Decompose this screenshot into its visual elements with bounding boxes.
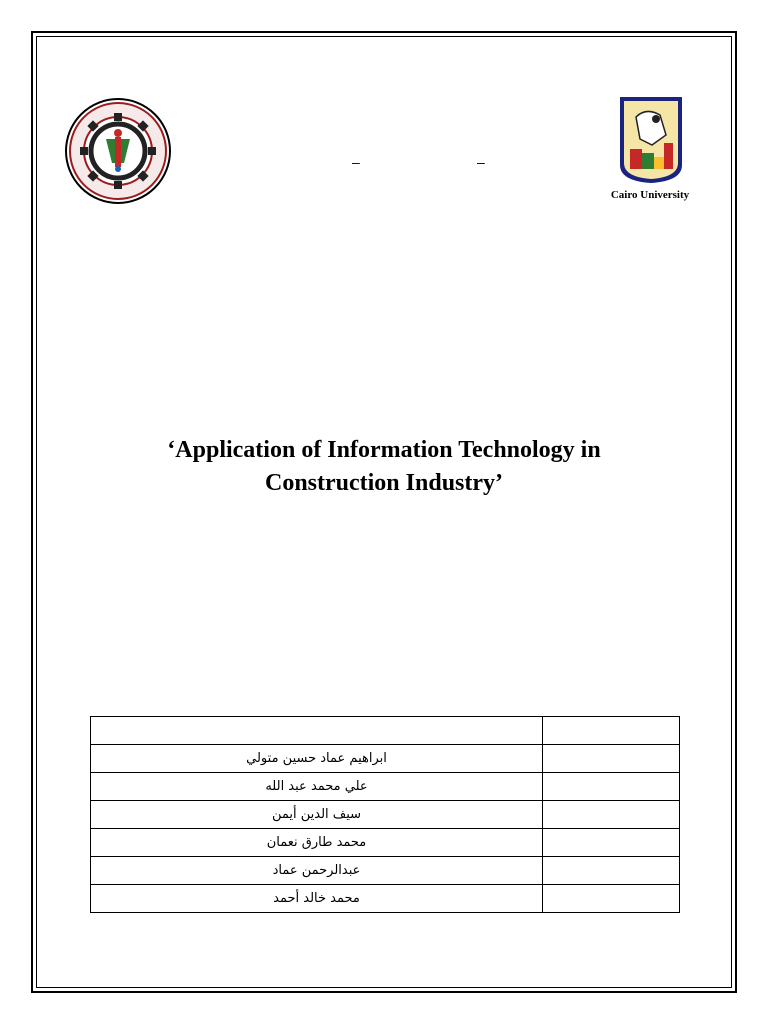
member-name: سيف الدين أيمن bbox=[91, 801, 543, 829]
member-id bbox=[543, 801, 680, 829]
header-separator: – bbox=[477, 154, 485, 170]
table-row bbox=[91, 885, 680, 913]
member-name: عبدالرحمن عماد bbox=[91, 857, 543, 885]
member-name: ابراهيم عماد حسين متولي bbox=[91, 745, 543, 773]
member-name: محمد طارق نعمان bbox=[91, 829, 543, 857]
document-title bbox=[60, 434, 708, 500]
header-name-cell bbox=[91, 717, 543, 745]
header-separator: – bbox=[352, 154, 360, 170]
member-id bbox=[543, 829, 680, 857]
header-id-cell bbox=[543, 717, 680, 745]
title-line-1: ‘Application of Information Technology in bbox=[167, 437, 601, 463]
faculty-of-engineering-logo bbox=[64, 97, 172, 205]
member-name: محمد خالد أحمد bbox=[91, 885, 543, 913]
member-id bbox=[543, 745, 680, 773]
member-id bbox=[543, 773, 680, 801]
team-members-table bbox=[90, 716, 680, 913]
table-header-row bbox=[91, 717, 680, 745]
table-row bbox=[91, 745, 680, 773]
member-id bbox=[543, 857, 680, 885]
table-row bbox=[91, 829, 680, 857]
title-line-2: Construction Industry’ bbox=[264, 470, 504, 496]
member-id bbox=[543, 885, 680, 913]
table-row bbox=[91, 857, 680, 885]
table-row bbox=[91, 801, 680, 829]
table-row bbox=[91, 773, 680, 801]
cairo-university-caption: Cairo University bbox=[610, 189, 690, 201]
member-name: علي محمد عبد الله bbox=[91, 773, 543, 801]
cairo-university-logo bbox=[616, 95, 686, 185]
